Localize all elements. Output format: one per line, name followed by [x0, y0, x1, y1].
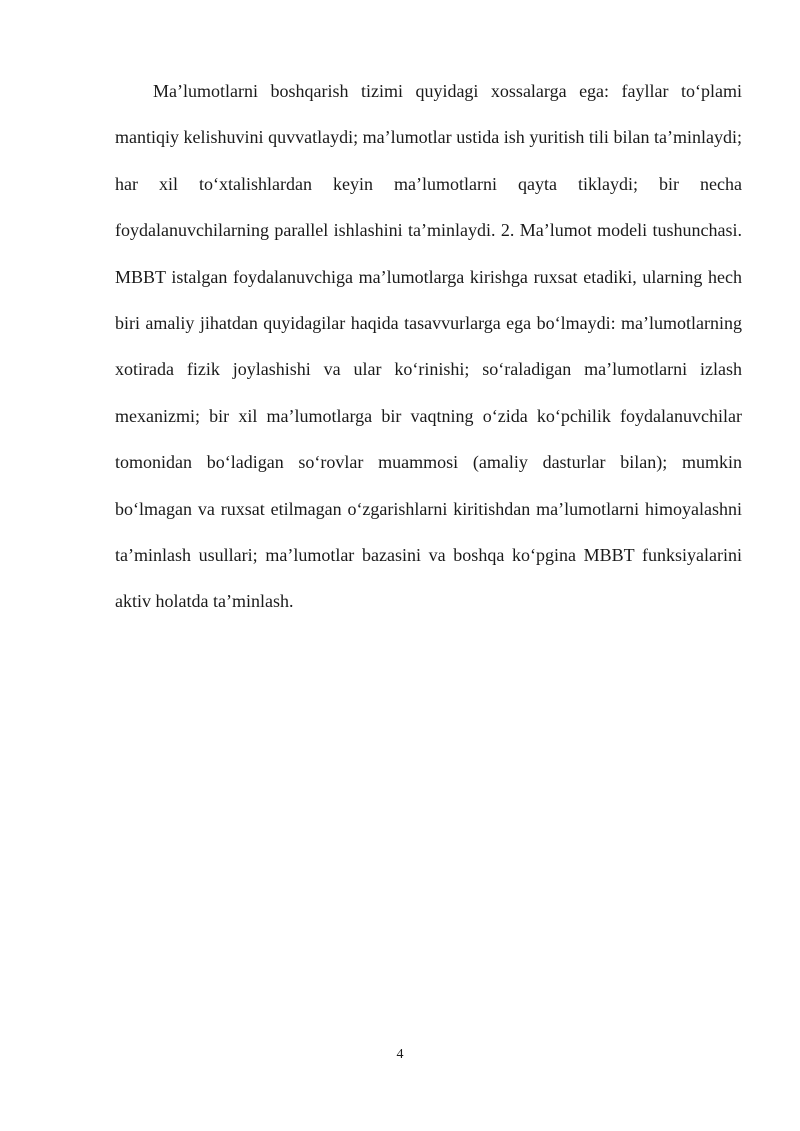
- page-number: 4: [396, 1047, 404, 1062]
- body-paragraph: Ma’lumotlarni boshqarish tizimi quyidagi xossalarga ega: fayllar to‘plami mantiqiy kelishuvini quvvatlaydi; ma’lumotlar ustida ish yuritish tili bilan ta’minlaydi; har xil to‘xtalishlardan keyin ma’lumotlarni qayta tiklaydi; bir necha foydalanuvchilarning parallel ishlashini ta’minlaydi. 2. Ma’lumot modeli tushunchasi. MBBT istalgan foydalanuvchiga ma’lumotlarga kirishga ruxsat etadiki, ularning hech biri amaliy jihatdan quyidagilar haqida tasavvurlarga ega bo‘lmaydi: ma’lumotlarning xotirada fizik joylashishi va ular ko‘rinishi; so‘raladigan ma’lumotlarni izlash mexanizmi; bir xil ma’lumotlarga bir vaqtning o‘zida ko‘pchilik foydalanuvchilar tomonidan bo‘ladigan so‘rovlar muammosi (amaliy dasturlar bilan); mumkin bo‘lmagan va ruxsat etilmagan o‘zgarishlarni kiritishdan ma’lumotlarni himoyalashni ta’minlash usullari; ma’lumotlar bazasini va boshqa ko‘pgina MBBT funksiyalarini aktiv holatda ta’minlash.: [115, 81, 742, 612]
